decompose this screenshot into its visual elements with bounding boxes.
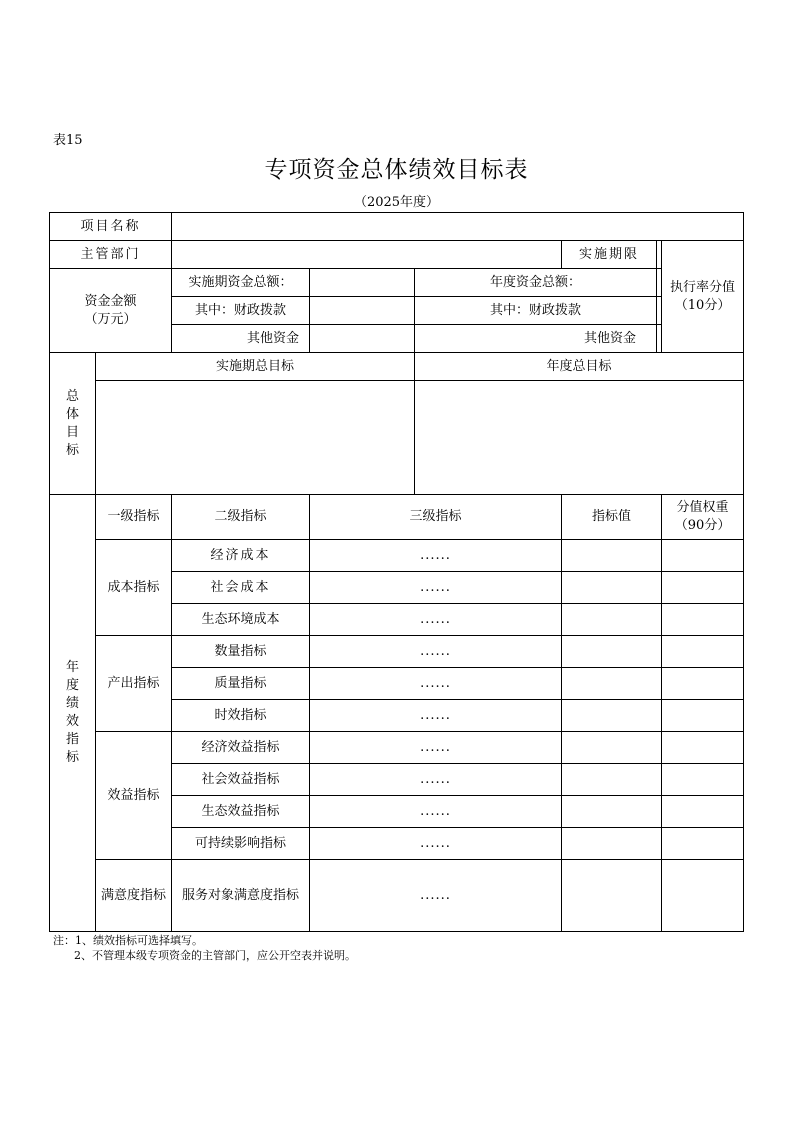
level3-field[interactable]: ...... <box>310 700 562 732</box>
footnotes <box>53 933 356 963</box>
level3-field[interactable]: ...... <box>310 860 562 932</box>
overall-char: 目 <box>65 424 79 440</box>
timeliness-label: 时效指标 <box>172 700 310 732</box>
indicator-char: 度 <box>65 678 79 693</box>
funds-label-line2: （万元） <box>84 311 137 327</box>
weight-field[interactable] <box>662 572 744 604</box>
period-label: 实施期限 <box>562 241 657 269</box>
weight-field[interactable] <box>662 860 744 932</box>
level3-field[interactable]: ...... <box>310 828 562 860</box>
cost-indicator-label: 成本指标 <box>96 540 172 636</box>
value-field[interactable] <box>562 540 662 572</box>
overall-goal-label <box>50 353 96 495</box>
economic-cost-label: 经济成本 <box>172 540 310 572</box>
impl-fiscal-field[interactable] <box>310 297 415 325</box>
page-title: 专项资金总体绩效目标表 <box>264 157 529 183</box>
indicator-char: 年 <box>65 660 79 675</box>
annual-total-label: 年度资金总额： <box>415 269 657 297</box>
annual-goal-header: 年度总目标 <box>415 353 744 381</box>
col-level3-header: 三级指标 <box>310 495 562 540</box>
value-field[interactable] <box>562 572 662 604</box>
weight-field[interactable] <box>662 668 744 700</box>
impl-goal-field[interactable] <box>96 381 415 495</box>
project-name-label: 项目名称 <box>50 213 172 241</box>
economic-benefit-label: 经济效益指标 <box>172 732 310 764</box>
overall-char: 体 <box>65 406 79 422</box>
weight-field[interactable] <box>662 764 744 796</box>
annual-fiscal-label: 其中：财政拨款 <box>415 297 657 325</box>
impl-other-label: 其他资金 <box>172 325 310 353</box>
impl-fiscal-label: 其中：财政拨款 <box>172 297 310 325</box>
quality-label: 质量指标 <box>172 668 310 700</box>
indicator-char: 标 <box>65 750 79 765</box>
eco-benefit-label: 生态效益指标 <box>172 796 310 828</box>
footnote-2: 2、不管理本级专项资金的主管部门，应公开空表并说明。 <box>74 949 356 962</box>
col-value-header: 指标值 <box>562 495 662 540</box>
level3-field[interactable]: ...... <box>310 540 562 572</box>
annual-total-field[interactable] <box>657 269 662 297</box>
value-field[interactable] <box>562 764 662 796</box>
social-cost-label: 社会成本 <box>172 572 310 604</box>
weight-field[interactable] <box>662 604 744 636</box>
weight-field[interactable] <box>662 700 744 732</box>
rate-score-label: 执行率分值（10分） <box>662 241 744 353</box>
impl-other-field[interactable] <box>310 325 415 353</box>
annual-other-field[interactable] <box>657 325 662 353</box>
col-level2-header: 二级指标 <box>172 495 310 540</box>
annual-indicator-label <box>50 495 96 932</box>
annual-goal-field[interactable] <box>415 381 744 495</box>
indicator-char: 绩 <box>65 696 79 711</box>
indicator-char: 效 <box>65 714 79 729</box>
weight-field[interactable] <box>662 828 744 860</box>
footnote-1: 注：1、绩效指标可选择填写。 <box>53 934 203 947</box>
level3-field[interactable]: ...... <box>310 764 562 796</box>
project-name-field[interactable] <box>172 213 744 241</box>
level3-field[interactable]: ...... <box>310 604 562 636</box>
satisfaction-indicator-label: 满意度指标 <box>96 860 172 932</box>
value-field[interactable] <box>562 700 662 732</box>
service-satisfaction-label: 服务对象满意度指标 <box>172 860 310 932</box>
value-field[interactable] <box>562 668 662 700</box>
level3-field[interactable]: ...... <box>310 668 562 700</box>
benefit-indicator-label: 效益指标 <box>96 732 172 860</box>
level3-field[interactable]: ...... <box>310 572 562 604</box>
weight-field[interactable] <box>662 540 744 572</box>
output-indicator-label: 产出指标 <box>96 636 172 732</box>
performance-goal-table <box>49 212 744 932</box>
value-field[interactable] <box>562 604 662 636</box>
weight-field[interactable] <box>662 636 744 668</box>
impl-total-label: 实施期资金总额： <box>172 269 310 297</box>
overall-char: 总 <box>65 388 79 404</box>
weight-field[interactable] <box>662 796 744 828</box>
funds-label-line1: 资金金额 <box>84 293 137 309</box>
dept-label: 主管部门 <box>50 241 172 269</box>
year-label: （2025年度） <box>353 195 440 210</box>
dept-field[interactable] <box>172 241 562 269</box>
level3-field[interactable]: ...... <box>310 636 562 668</box>
value-field[interactable] <box>562 828 662 860</box>
annual-fiscal-field[interactable] <box>657 297 662 325</box>
value-field[interactable] <box>562 860 662 932</box>
social-benefit-label: 社会效益指标 <box>172 764 310 796</box>
annual-other-label: 其他资金 <box>415 325 657 353</box>
sustainable-label: 可持续影响指标 <box>172 828 310 860</box>
value-field[interactable] <box>562 732 662 764</box>
level3-field[interactable]: ...... <box>310 796 562 828</box>
impl-goal-header: 实施期总目标 <box>96 353 415 381</box>
col-weight-header: 分值权重（90分） <box>662 495 744 540</box>
weight-field[interactable] <box>662 732 744 764</box>
value-field[interactable] <box>562 796 662 828</box>
level3-field[interactable]: ...... <box>310 732 562 764</box>
quantity-label: 数量指标 <box>172 636 310 668</box>
eco-cost-label: 生态环境成本 <box>172 604 310 636</box>
table-number: 表15 <box>53 133 83 148</box>
col-level1-header: 一级指标 <box>96 495 172 540</box>
overall-char: 标 <box>65 442 79 458</box>
funds-label <box>50 269 172 353</box>
impl-total-field[interactable] <box>310 269 415 297</box>
value-field[interactable] <box>562 636 662 668</box>
indicator-char: 指 <box>65 732 79 747</box>
